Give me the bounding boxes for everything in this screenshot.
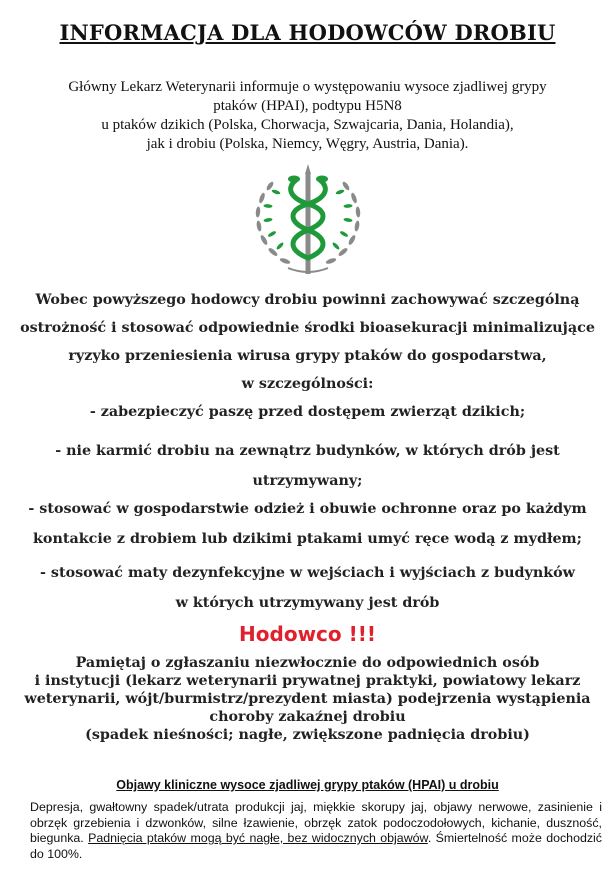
- reminder-line: (spadek nieśności; nagłe, zwiększone padnięcia drobiu): [85, 727, 530, 743]
- symptoms-text: Depresja, gwałtowny spadek/utrata produkcji jaj, miękkie skorupy jaj, objawy nerwowe, zasinienie i obrzęk grzebienia i dzwonków, silne łzawienie, obrzęk zatok podoczodołowych, kichanie, duszność, biegunka.: [30, 800, 602, 845]
- precaution-item-disinfection-mats: [10, 558, 605, 618]
- lead-line: w szczególności:: [241, 376, 374, 392]
- precaution-line: - stosować w gospodarstwie odzież i obuwie ochronne oraz po każdym: [28, 501, 587, 517]
- symptoms-underlined-text: Padnięcia ptaków mogą być nagłe, bez widocznych objawów: [88, 831, 428, 845]
- warning-heading: Hodowco !!!: [239, 622, 376, 646]
- precaution-line: - nie karmić drobiu na zewnątrz budynków, w których drób jest: [55, 443, 560, 459]
- precaution-line: w których utrzymywany jest drób: [175, 595, 440, 611]
- reporting-reminder: [10, 654, 605, 744]
- symptoms-paragraph: [30, 800, 602, 862]
- precaution-item-feed: [10, 398, 605, 426]
- precautions-intro: [10, 286, 605, 398]
- lead-line: ryzyko przeniesienia wirusa grypy ptaków do gospodarstwa,: [68, 348, 547, 364]
- intro-line: ptaków (HPAI), podtypu H5N8: [213, 98, 402, 114]
- intro-line: Główny Lekarz Weterynarii informuje o występowaniu wysoce zjadliwej grypy: [68, 79, 547, 95]
- intro-line: u ptaków dzikich (Polska, Chorwacja, Szwajcaria, Dania, Holandia),: [101, 117, 514, 133]
- lead-line: Wobec powyższego hodowcy drobiu powinni zachowywać szczególną: [35, 292, 580, 308]
- precaution-item-protective-clothing: [10, 494, 605, 554]
- precaution-line: - stosować maty dezynfekcyjne w wejściach i wyjściach z budynków: [40, 565, 575, 581]
- intro-paragraph: [20, 78, 595, 154]
- symptoms-tail-text: . Śmiertelność może dochodzić do 100%.: [30, 831, 603, 861]
- precaution-line: utrzymywany;: [252, 473, 363, 489]
- reminder-line: Pamiętaj o zgłaszaniu niezwłocznie do odpowiednich osób: [75, 655, 540, 671]
- precaution-line: kontakcie z drobiem lub dzikimi ptakami umyć ręce wodą z mydłem;: [33, 531, 582, 547]
- lead-line: ostrożność i stosować odpowiednie środki bioasekuracji minimalizujące: [20, 320, 595, 336]
- reminder-line: weterynarii, wójt/burmistrz/prezydent miasta) podejrzenia wystąpienia: [24, 691, 591, 707]
- page-title: INFORMACJA DLA HODOWCÓW DROBIU: [59, 20, 556, 45]
- symptoms-heading: Objawy kliniczne wysoce zjadliwej grypy ptaków (HPAI) u drobiu: [116, 778, 499, 792]
- intro-line: jak i drobiu (Polska, Niemcy, Węgry, Austria, Dania).: [146, 136, 469, 152]
- precaution-item-indoor-feeding: [10, 436, 605, 496]
- precaution-line: - zabezpieczyć paszę przed dostępem zwierząt dzikich;: [89, 404, 526, 420]
- caduceus-laurel-wreath-icon: [248, 158, 368, 284]
- reminder-line: i instytucji (lekarz weterynarii prywatnej praktyki, powiatowy lekarz: [34, 673, 581, 689]
- reminder-line: choroby zakaźnej drobiu: [209, 709, 406, 725]
